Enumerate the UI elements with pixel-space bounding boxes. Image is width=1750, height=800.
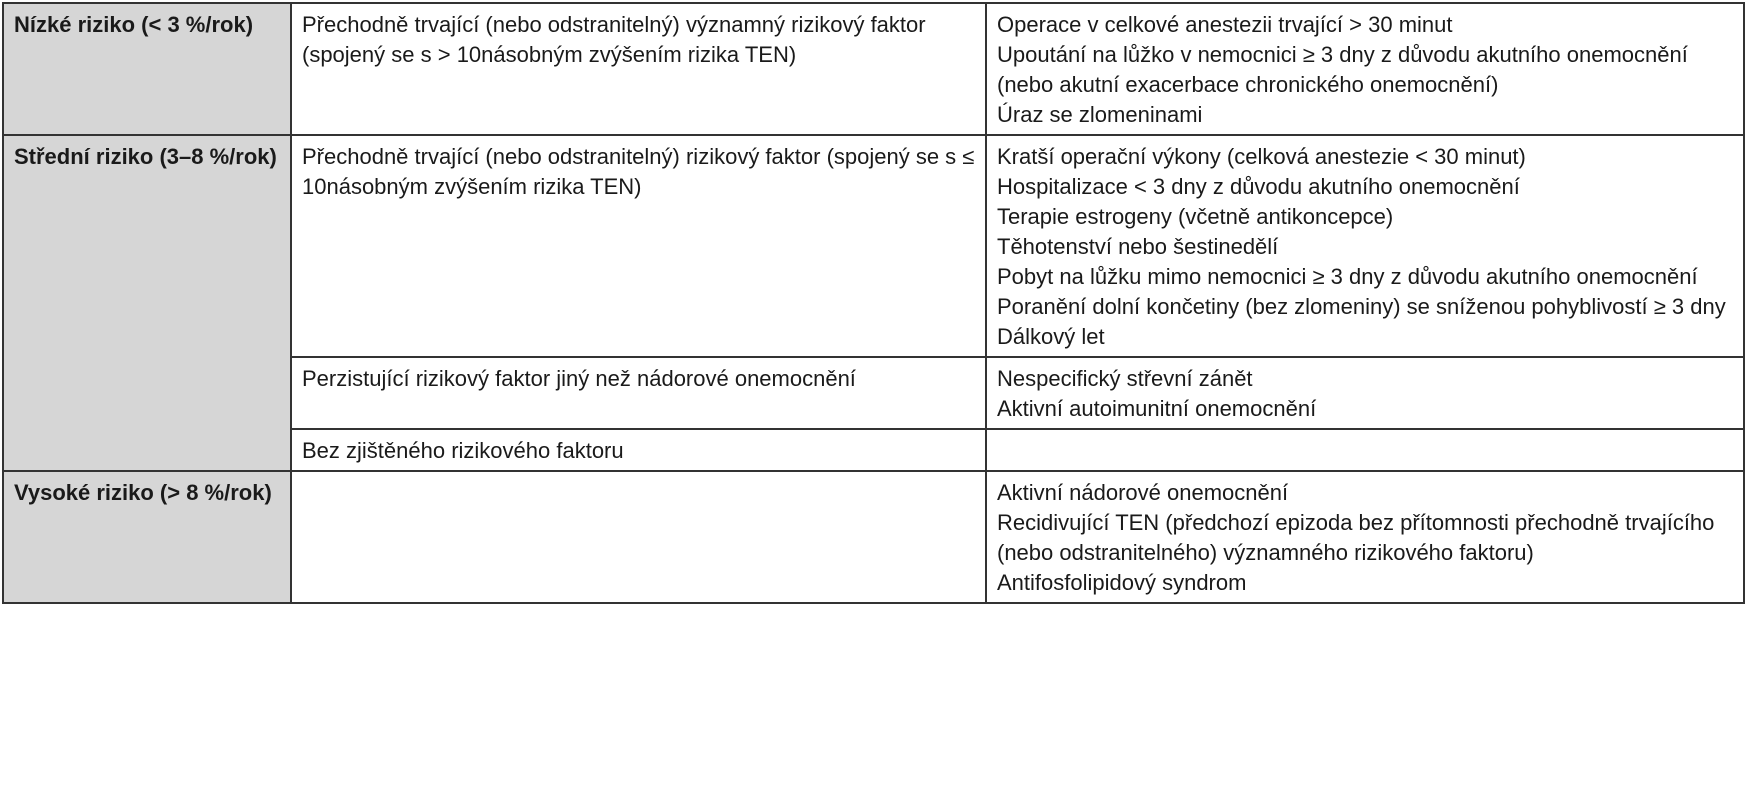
example-item: Operace v celkové anestezii trvající > 30 minut xyxy=(997,12,1453,37)
example-item: Hospitalizace < 3 dny z důvodu akutního onemocnění xyxy=(997,174,1520,199)
example-item: Terapie estrogeny (včetně antikoncepce) xyxy=(997,204,1394,229)
table-row xyxy=(3,471,1744,603)
examples-cell xyxy=(986,429,1744,471)
example-item: Aktivní nádorové onemocnění xyxy=(997,480,1289,505)
example-item: Upoutání na lůžko v nemocnici ≥ 3 dny z důvodu akutního onemocnění (nebo akutní exacerbace chronického onemocnění) xyxy=(997,42,1688,97)
example-item: Antifosfolipidový syndrom xyxy=(997,570,1247,595)
risk-category-cell: Střední riziko (3–8 %/rok) xyxy=(3,135,291,471)
risk-factor-cell xyxy=(291,471,986,603)
risk-category-cell: Nízké riziko (< 3 %/rok) xyxy=(3,3,291,135)
example-item: Nespecifický střevní zánět xyxy=(997,366,1253,391)
risk-factor-cell: Bez zjištěného rizikového faktoru xyxy=(291,429,986,471)
example-item: Pobyt na lůžku mimo nemocnici ≥ 3 dny z důvodu akutního onemocnění xyxy=(997,264,1698,289)
risk-category-cell: Vysoké riziko (> 8 %/rok) xyxy=(3,471,291,603)
examples-cell xyxy=(986,471,1744,603)
example-item: Kratší operační výkony (celková anestezie < 30 minut) xyxy=(997,144,1526,169)
table-row xyxy=(3,3,1744,135)
example-item: Úraz se zlomeninami xyxy=(997,102,1203,127)
example-item: Recidivující TEN (předchozí epizoda bez přítomnosti přechodně trvajícího (nebo odstranitelného) významného rizikového faktoru) xyxy=(997,510,1715,565)
risk-factor-cell: Přechodně trvající (nebo odstranitelný) rizikový faktor (spojený se s ≤ 10násobným zvýšením rizika TEN) xyxy=(291,135,986,357)
examples-cell xyxy=(986,3,1744,135)
examples-cell xyxy=(986,135,1744,357)
examples-cell xyxy=(986,357,1744,429)
example-item: Těhotenství nebo šestinedělí xyxy=(997,234,1279,259)
risk-table xyxy=(2,2,1745,604)
example-item: Poranění dolní končetiny (bez zlomeniny) se sníženou pohyblivostí ≥ 3 dny xyxy=(997,294,1726,319)
example-item: Dálkový let xyxy=(997,324,1105,349)
risk-factor-cell: Perzistující rizikový faktor jiný než nádorové onemocnění xyxy=(291,357,986,429)
example-item: Aktivní autoimunitní onemocnění xyxy=(997,396,1317,421)
table-row xyxy=(3,135,1744,357)
risk-factor-cell: Přechodně trvající (nebo odstranitelný) významný rizikový faktor (spojený se s > 10násobným zvýšením rizika TEN) xyxy=(291,3,986,135)
